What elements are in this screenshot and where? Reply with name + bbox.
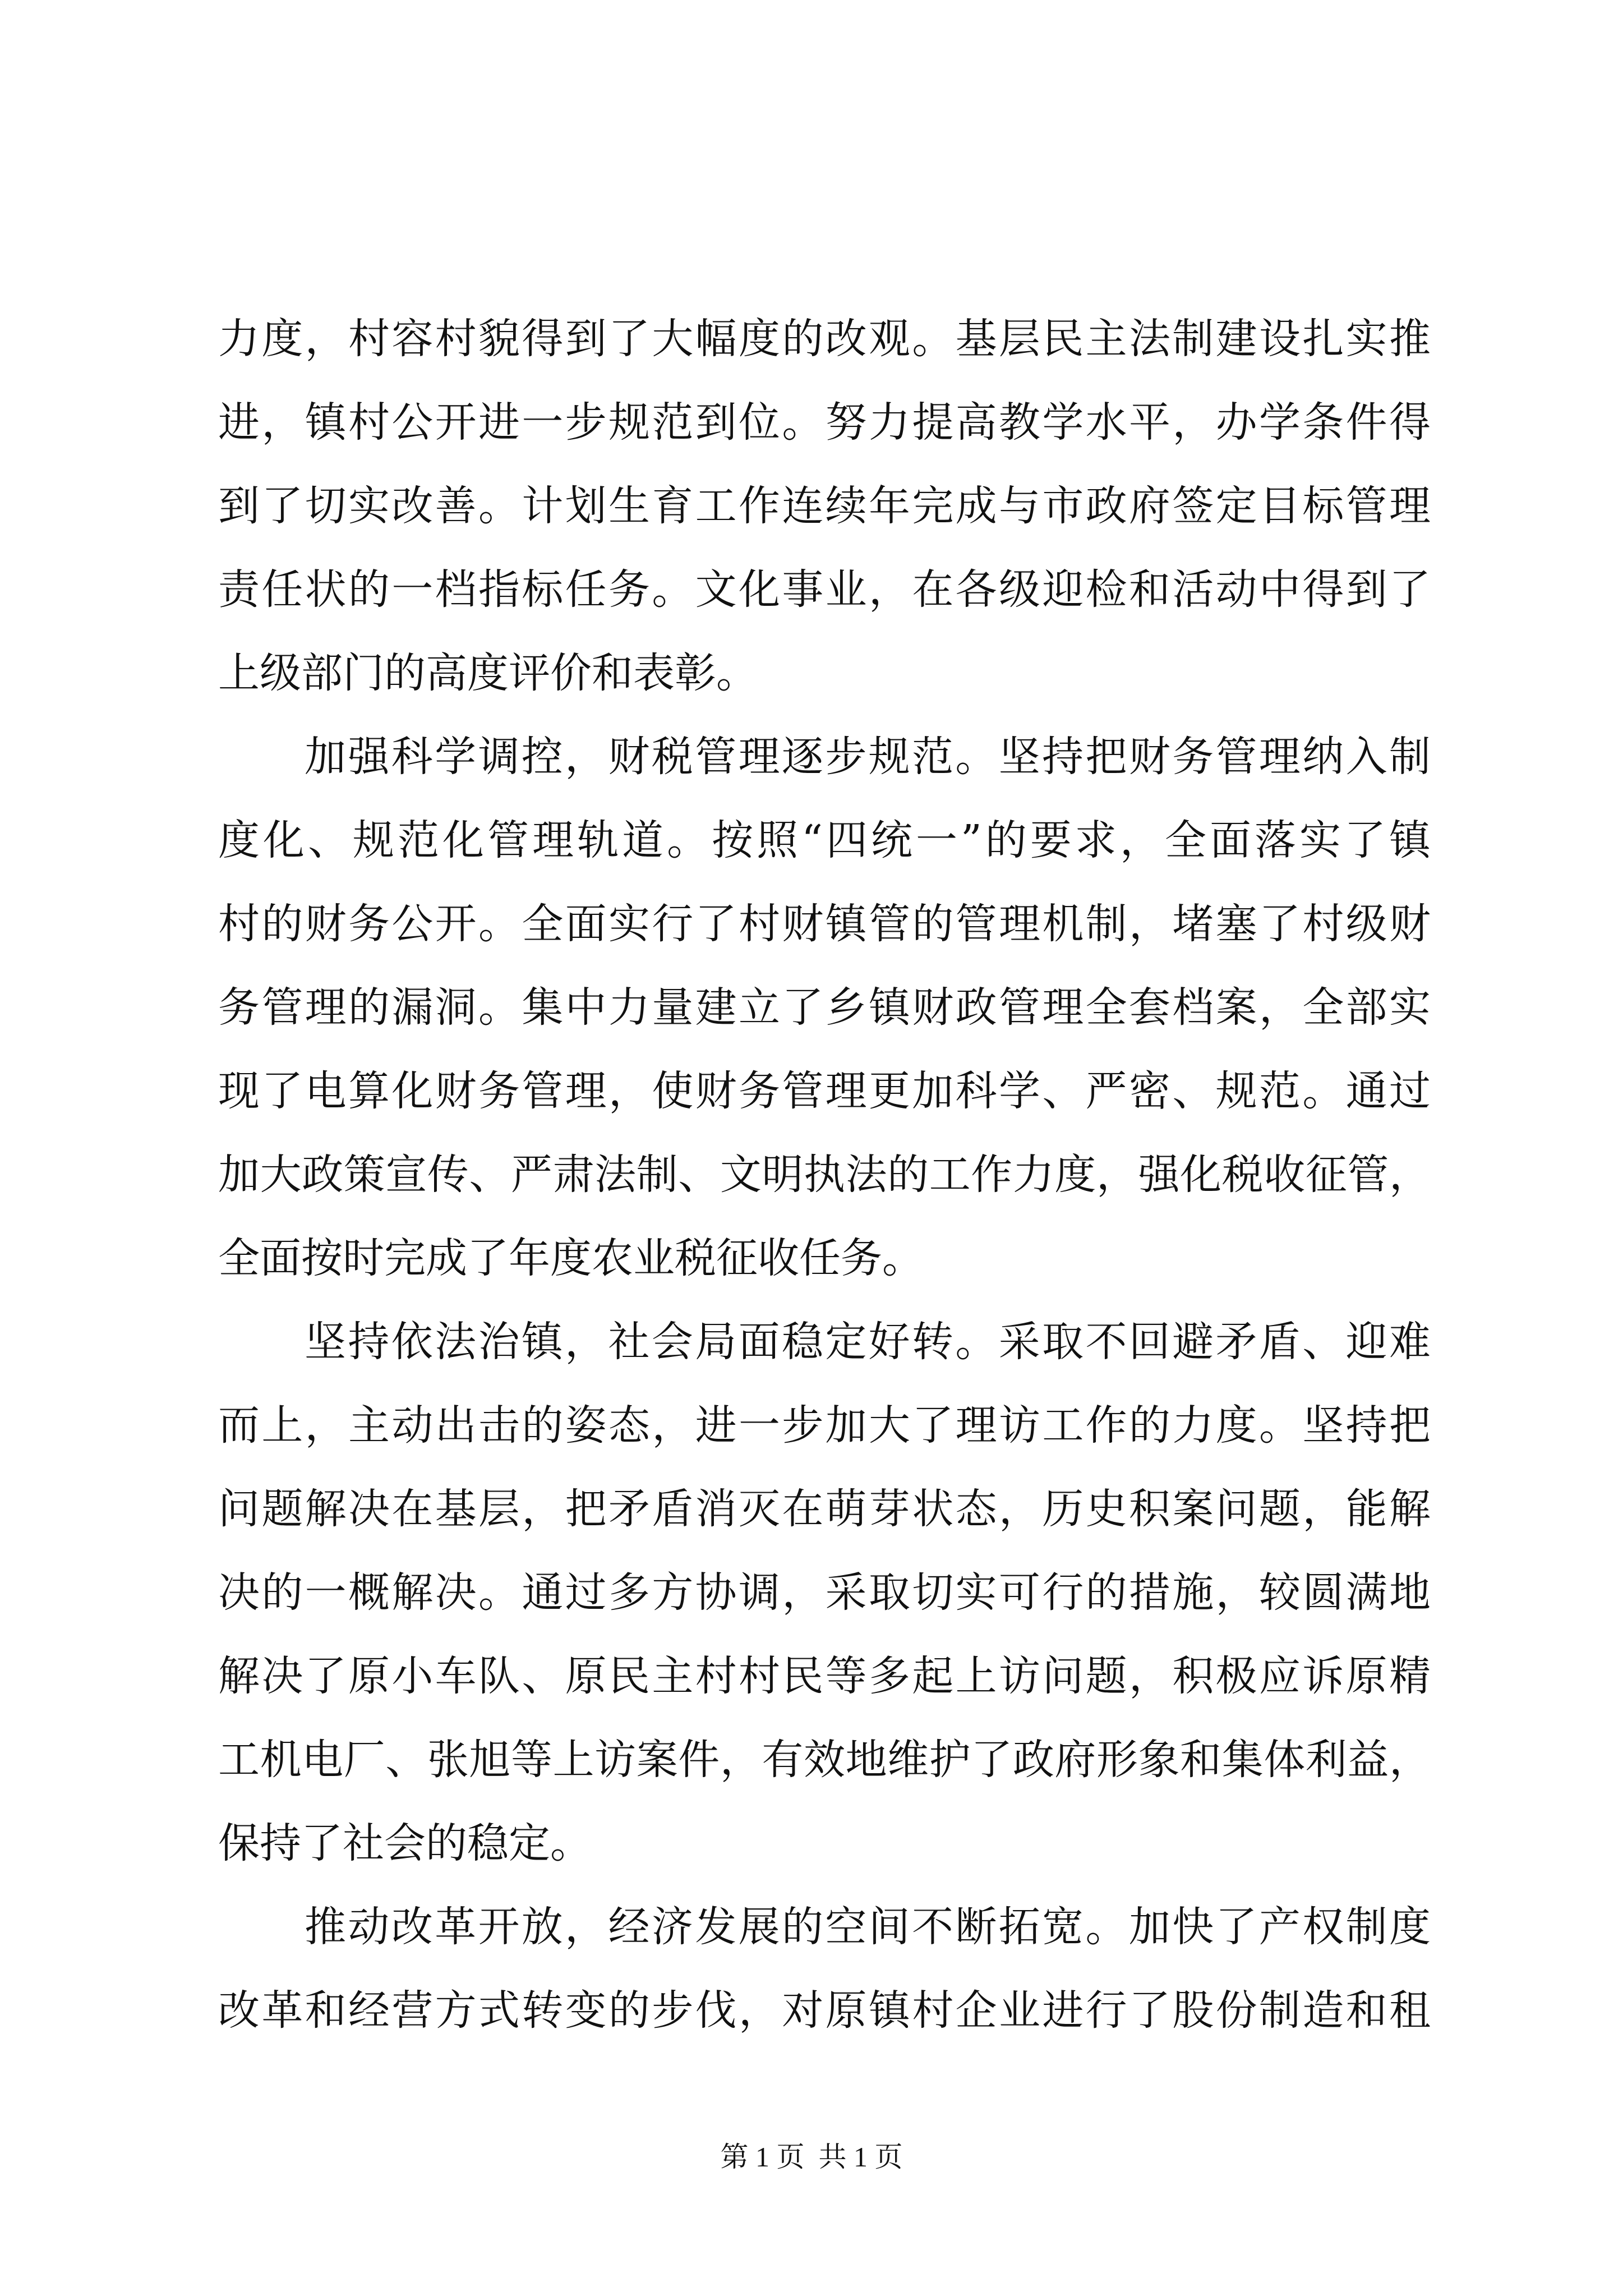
paragraph bbox=[218, 1885, 1431, 2053]
text-line: 加强科学调控，财税管理逐步规范。坚持把财务管理纳入制 bbox=[305, 733, 1431, 781]
text-line: 上级部门的高度评价和表彰。 bbox=[218, 649, 758, 697]
text-line: 而上，主动出击的姿态，进一步加大了理访工作的力度。坚持把 bbox=[218, 1401, 1431, 1450]
page-footer: 第 1 页 共 1 页 bbox=[720, 2141, 903, 2173]
text-line: 进，镇村公开进一步规范到位。努力提高教学水平，办学条件得 bbox=[218, 398, 1431, 447]
text-line: 度化、规范化管理轨道。按照“四统一”的要求，全面落实了镇 bbox=[218, 816, 1431, 864]
text-line: 到了切实改善。计划生育工作连续年完成与市政府签定目标管理 bbox=[218, 482, 1431, 530]
paragraph bbox=[218, 1300, 1431, 1885]
text-line: 决的一概解决。通过多方协调，采取切实可行的措施，较圆满地 bbox=[218, 1568, 1431, 1617]
text-line: 力度，村容村貌得到了大幅度的改观。基层民主法制建设扎实推 bbox=[218, 315, 1431, 363]
text-line: 推动改革开放，经济发展的空间不断拓宽。加快了产权制度 bbox=[305, 1903, 1431, 1951]
document-body bbox=[218, 297, 1431, 2053]
text-line: 现了电算化财务管理，使财务管理更加科学、严密、规范。通过 bbox=[218, 1067, 1431, 1115]
paragraph bbox=[218, 715, 1431, 1300]
text-line: 保持了社会的稳定。 bbox=[218, 1819, 592, 1867]
paragraph bbox=[218, 297, 1431, 715]
text-line: 加大政策宣传、严肃法制、文明执法的工作力度，强化税收征管， bbox=[218, 1151, 1431, 1199]
text-line: 责任状的一档指标任务。文化事业，在各级迎检和活动中得到了 bbox=[218, 565, 1431, 614]
text-line: 解决了原小车队、原民主村村民等多起上访问题，积极应诉原精 bbox=[218, 1652, 1431, 1700]
text-line: 坚持依法治镇，社会局面稳定好转。采取不回避矛盾、迎难 bbox=[305, 1318, 1431, 1366]
text-line: 务管理的漏洞。集中力量建立了乡镇财政管理全套档案，全部实 bbox=[218, 983, 1431, 1032]
text-line: 全面按时完成了年度农业税征收任务。 bbox=[218, 1234, 924, 1282]
text-line: 改革和经营方式转变的步伐，对原镇村企业进行了股份制造和租 bbox=[218, 1986, 1431, 2035]
text-line: 问题解决在基层，把矛盾消灭在萌芽状态，历史积案问题，能解 bbox=[218, 1485, 1431, 1533]
text-line: 村的财务公开。全面实行了村财镇管的管理机制，堵塞了村级财 bbox=[218, 900, 1431, 948]
text-line: 工机电厂、张旭等上访案件，有效地维护了政府形象和集体利益， bbox=[218, 1736, 1431, 1784]
